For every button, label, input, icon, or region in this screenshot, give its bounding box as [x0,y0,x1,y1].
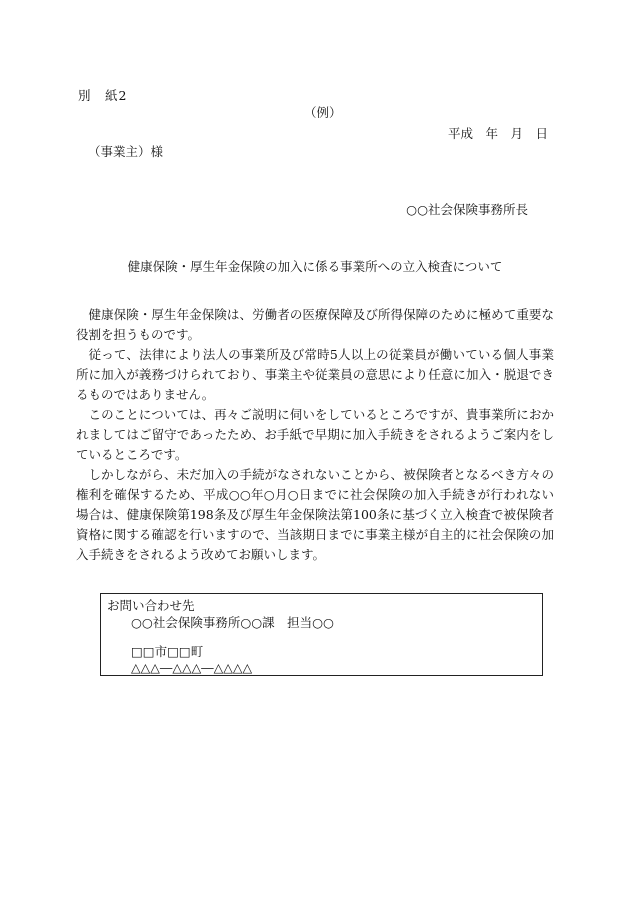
letter-body [76,305,554,565]
contact-phone: △△△―△△△―△△△△ [131,660,253,675]
example-label: （例） [304,105,342,120]
contact-title: お問い合わせ先 [107,598,195,613]
contact-box [100,593,543,676]
attachment-label: 別 紙2 [78,88,128,103]
body-paragraph: このことについては、再々ご説明に伺いをしているところですが、貴事業所におかれましてはご留守であったため、お手紙で早期に加入手続きをされるようご案内をしているところです。 [76,407,554,462]
body-paragraph: 従って、法律により法人の事業所及び常時5人以上の従業員が働いている個人事業所に加入が義務づけられており、事業主や従業員の意思により任意に加入・脱退できるものではありません。 [76,347,554,402]
date-line: 平成 年 月 日 [447,126,548,141]
subject-title: 健康保険・厚生年金保険の加入に係る事業所への立入検査について [127,259,503,274]
body-paragraph: しかしながら、未だ加入の手続がなされないことから、被保険者となるべき方々の権利を確保するため、平成○○年○月○日までに社会保険の加入手続きが行われない場合は、健康保険第198条及び厚生年金保険法第100条に基づく立入検査で被保険者資格に関する確認を行いますので、当該期日までに事業主様が自主的に社会保険の加入手続きをされるよう改めてお願いします。 [76,467,554,562]
contact-department: ○○社会保険事務所○○課 担当○○ [131,615,334,630]
body-paragraph: 健康保険・厚生年金保険は、労働者の医療保障及び所得保障のために極めて重要な役割を担うものです。 [76,307,554,342]
recipient: （事業主）様 [88,144,164,159]
contact-address: □□市□□町 [131,644,204,659]
sender: ○○社会保険事務所長 [406,202,528,217]
